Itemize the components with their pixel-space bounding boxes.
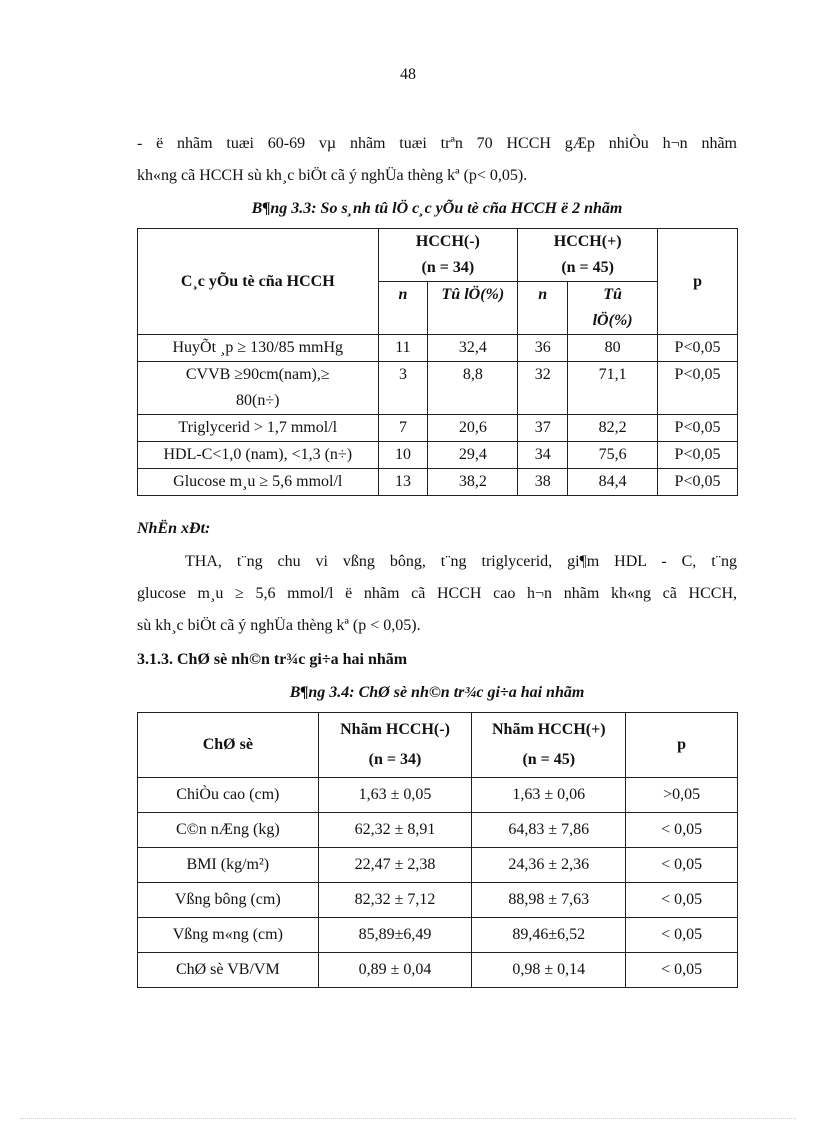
p-cell: < 0,05 <box>626 813 738 848</box>
intro-line-2: kh«ng cã HCCH sù kh¸c biÖt cã ý nghÜa thèng kª (p< 0,05). <box>137 167 528 184</box>
pct-pos-cell: 82,2 <box>568 415 658 442</box>
p-cell: >0,05 <box>626 778 738 813</box>
pct-pos-cell: 71,1 <box>568 362 658 415</box>
table-3-4 <box>137 712 738 988</box>
header-group-pos-label: Nhãm HCCH(+) <box>491 721 606 738</box>
table-row <box>138 813 738 848</box>
pos-cell: 0,98 ± 0,14 <box>472 953 626 988</box>
p-cell: P<0,05 <box>658 442 738 469</box>
table-header-row <box>138 229 738 282</box>
pct-neg-cell: 32,4 <box>428 335 518 362</box>
table-row <box>138 883 738 918</box>
pct-neg-cell: 38,2 <box>428 469 518 496</box>
page-number: 48 <box>400 66 416 83</box>
index-cell: Vßng bông (cm) <box>138 883 319 918</box>
remark-line-2: glucose m¸u ≥ 5,6 mmol/l ë nhãm cã HCCH cao h¬n nhãm kh«ng cã HCCH, <box>137 585 737 602</box>
neg-cell: 0,89 ± 0,04 <box>318 953 472 988</box>
header-group-pos <box>472 713 626 778</box>
header-group-neg-label: HCCH(-) <box>415 233 480 250</box>
pos-cell: 88,98 ± 7,63 <box>472 883 626 918</box>
pos-cell: 1,63 ± 0,06 <box>472 778 626 813</box>
n-neg-cell: 13 <box>378 469 428 496</box>
subheader-pct-neg: Tû lÖ(%) <box>428 282 518 335</box>
pos-cell: 24,36 ± 2,36 <box>472 848 626 883</box>
subheader-n-pos: n <box>518 282 568 335</box>
subheader-pct-pos <box>568 282 658 335</box>
index-cell: Vßng m«ng (cm) <box>138 918 319 953</box>
neg-cell: 1,63 ± 0,05 <box>318 778 472 813</box>
pct-neg-cell: 29,4 <box>428 442 518 469</box>
section-heading: 3.1.3. ChØ sè nh©n tr¾c gi÷a hai nhãm <box>137 651 408 668</box>
remark-paragraph <box>137 546 737 642</box>
header-group-neg <box>378 229 518 282</box>
intro-line-1: - ë nhãm tuæi 60-69 vµ nhãm tuæi trªn 70 HCCH gÆp nhiÒu h¬n nhãm <box>137 135 737 152</box>
p-cell: P<0,05 <box>658 335 738 362</box>
table-3-3-caption: B¶ng 3.3: So s¸nh tû lÖ c¸c yÕu tè cña HCCH ë 2 nhãm <box>251 200 623 217</box>
n-neg-cell: 7 <box>378 415 428 442</box>
n-pos-cell: 36 <box>518 335 568 362</box>
index-cell: C©n nÆng (kg) <box>138 813 319 848</box>
page-bottom-rule <box>20 1118 796 1119</box>
table-row <box>138 778 738 813</box>
n-pos-cell: 34 <box>518 442 568 469</box>
table-row <box>138 918 738 953</box>
index-cell: ChØ sè VB/VM <box>138 953 319 988</box>
p-cell: < 0,05 <box>626 953 738 988</box>
table-row <box>138 469 738 496</box>
factor-cell: Glucose m¸u ≥ 5,6 mmol/l <box>138 469 379 496</box>
p-cell: < 0,05 <box>626 918 738 953</box>
header-group-neg <box>318 713 472 778</box>
pct-pos-cell: 84,4 <box>568 469 658 496</box>
header-group-pos-n: (n = 45) <box>522 751 576 768</box>
p-cell: P<0,05 <box>658 362 738 415</box>
header-group-neg-label: Nhãm HCCH(-) <box>340 721 450 738</box>
pos-cell: 89,46±6,52 <box>472 918 626 953</box>
factor-cell <box>138 362 379 415</box>
n-neg-cell: 3 <box>378 362 428 415</box>
header-group-pos-n: (n = 45) <box>561 259 614 276</box>
header-group-pos <box>518 229 658 282</box>
n-pos-cell: 37 <box>518 415 568 442</box>
pct-neg-cell: 20,6 <box>428 415 518 442</box>
pct-pos-cell: 80 <box>568 335 658 362</box>
intro-paragraph <box>137 128 737 192</box>
table-3-4-caption: B¶ng 3.4: ChØ sè nh©n tr¾c gi÷a hai nhãm <box>289 684 585 701</box>
remark-line-3: sù kh¸c biÖt cã ý nghÜa thèng kª (p < 0,05). <box>137 617 421 634</box>
pos-cell: 64,83 ± 7,86 <box>472 813 626 848</box>
n-pos-cell: 32 <box>518 362 568 415</box>
n-neg-cell: 11 <box>378 335 428 362</box>
header-index: ChØ sè <box>138 713 319 778</box>
remark-title: NhËn xÐt: <box>137 520 211 537</box>
factor-line-a: CVVB ≥90cm(nam),≥ <box>185 366 330 383</box>
table-row <box>138 953 738 988</box>
neg-cell: 82,32 ± 7,12 <box>318 883 472 918</box>
p-cell: P<0,05 <box>658 415 738 442</box>
table-row <box>138 362 738 415</box>
table-row <box>138 442 738 469</box>
p-cell: < 0,05 <box>626 883 738 918</box>
header-group-neg-n: (n = 34) <box>368 751 422 768</box>
table-row <box>138 335 738 362</box>
table-row <box>138 415 738 442</box>
table-3-3 <box>137 228 738 496</box>
n-neg-cell: 10 <box>378 442 428 469</box>
pct-neg-cell: 8,8 <box>428 362 518 415</box>
factor-cell: HuyÕt ¸p ≥ 130/85 mmHg <box>138 335 379 362</box>
neg-cell: 22,47 ± 2,38 <box>318 848 472 883</box>
table-row <box>138 848 738 883</box>
subheader-n-neg: n <box>378 282 428 335</box>
p-cell: P<0,05 <box>658 469 738 496</box>
header-group-neg-n: (n = 34) <box>421 259 475 276</box>
index-cell: BMI (kg/m²) <box>138 848 319 883</box>
header-p: p <box>626 713 738 778</box>
n-pos-cell: 38 <box>518 469 568 496</box>
header-factor: C¸c yÕu tè cña HCCH <box>138 229 379 335</box>
factor-cell: HDL-C<1,0 (nam), <1,3 (n÷) <box>138 442 379 469</box>
header-group-pos-label: HCCH(+) <box>553 233 622 250</box>
pct-pos-cell: 75,6 <box>568 442 658 469</box>
p-cell: < 0,05 <box>626 848 738 883</box>
index-cell: ChiÒu cao (cm) <box>138 778 319 813</box>
neg-cell: 85,89±6,49 <box>318 918 472 953</box>
factor-line-b: 80(n÷) <box>236 392 280 409</box>
remark-line-1: THA, t¨ng chu vi vßng bông, t¨ng triglycerid, gi¶m HDL - C, t¨ng <box>185 553 737 570</box>
table-header-row <box>138 713 738 778</box>
subheader-pct-pos-b: lÖ(%) <box>592 312 633 329</box>
header-p: p <box>658 229 738 335</box>
neg-cell: 62,32 ± 8,91 <box>318 813 472 848</box>
subheader-pct-pos-a: Tû <box>603 286 622 303</box>
factor-cell: Triglycerid > 1,7 mmol/l <box>138 415 379 442</box>
